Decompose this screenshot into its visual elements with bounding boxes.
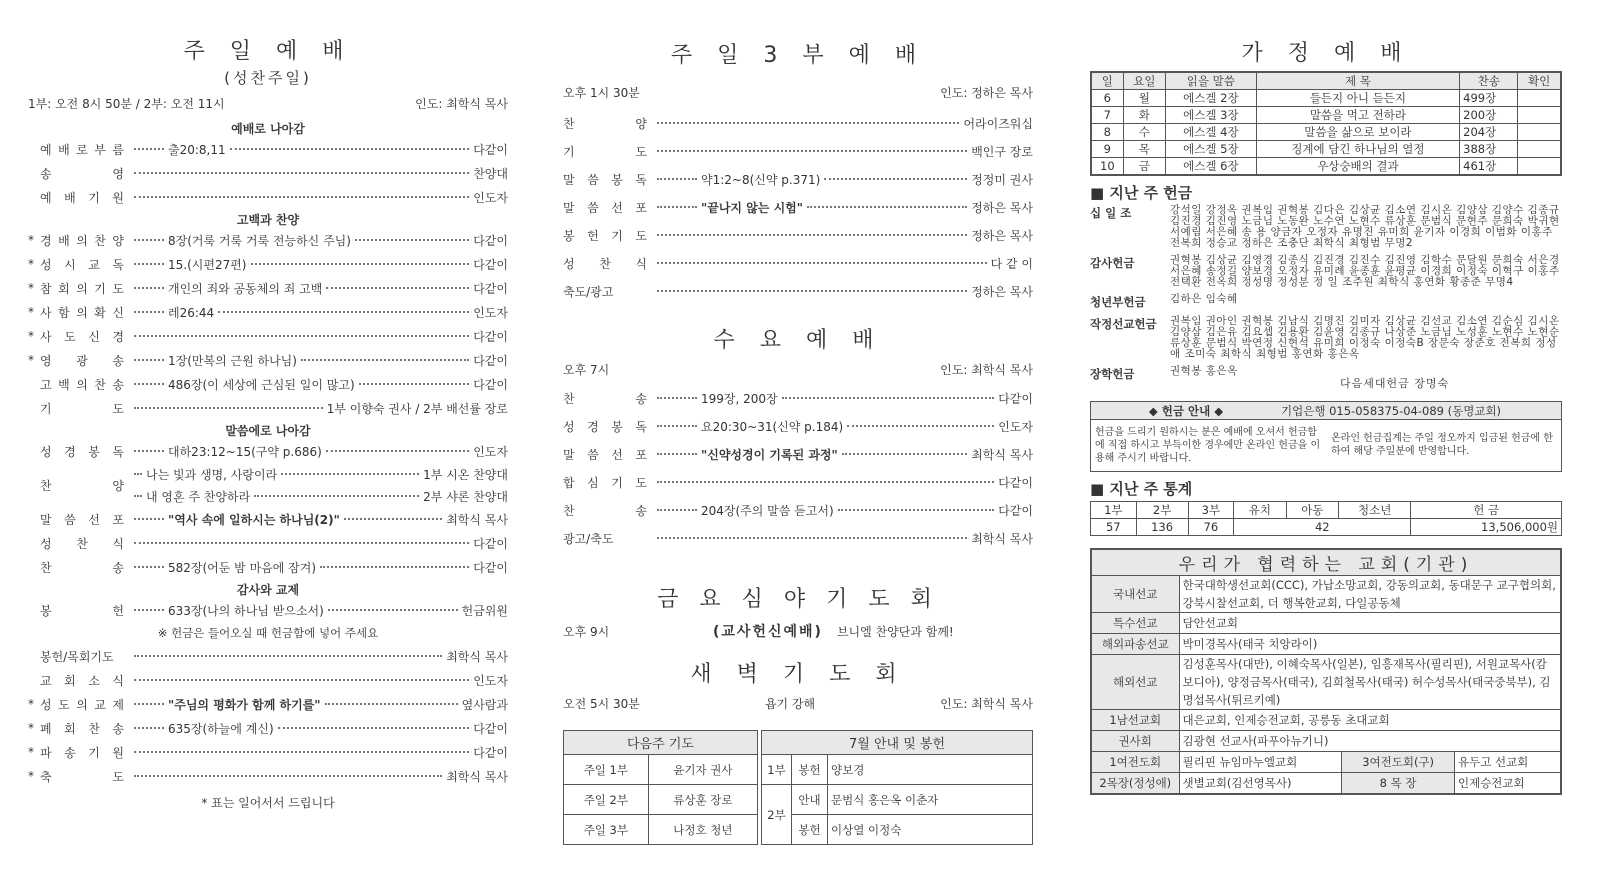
- order-list: [563, 109, 1033, 305]
- order-item: [28, 644, 508, 668]
- prayer-offering-tables: [563, 730, 1033, 845]
- order-list: [28, 507, 508, 579]
- item-label: 기 도: [563, 144, 647, 159]
- order-item: [563, 249, 1033, 277]
- partner-row: 국내선교 한국대학생선교회(CCC), 가납소망교회, 강동의교회, 동대문구 교구협의회, 강북시찰선교회, 더 행복한교회, 다일공동체: [1091, 576, 1561, 613]
- item-detail: 635장(하늘에 계신): [168, 721, 274, 736]
- item-label: 성 찬 식: [563, 256, 647, 271]
- order-item: * 참 회 의 기 도 개인의 죄와 공동체의 죄 고백 다같이: [28, 281, 508, 296]
- item-label: 기 도: [40, 401, 124, 416]
- item-person: 최학식 목사: [971, 531, 1033, 546]
- communion-subtitle: (성찬주일): [224, 69, 312, 87]
- friday-time: 오후 9시: [563, 624, 610, 639]
- order-item: * 파 송 기 원 다같이: [28, 745, 508, 760]
- order-item: [28, 598, 508, 622]
- offering-row: 장학헌금 권혁봉 홍은옥: [1090, 365, 1238, 381]
- item-label: 말 씀 선 포: [563, 447, 647, 462]
- item-label: 성 찬 식: [40, 536, 124, 551]
- item-label: 고 백 의 찬 송: [40, 377, 124, 392]
- wednesday-leader: 인도: 최학식 목사: [940, 362, 1033, 377]
- item-label: 성 경 봉 독: [563, 419, 647, 434]
- order-list: [28, 598, 508, 622]
- item-person: 인도자: [998, 419, 1033, 434]
- item-person: 찬양대: [473, 166, 508, 181]
- item-person: 1부 이향숙 권사 / 2부 배선률 장로: [326, 401, 508, 416]
- item-person: 인도자: [473, 444, 508, 459]
- home-worship-title: 가 정 예 배: [1241, 41, 1411, 66]
- order-item: [563, 193, 1033, 221]
- offering-row: 감사헌금 권혁봉 김상균 김영경 김종식 김진경 김진수 김진영 김학수 문달원 문희숙 서은경 서은혜 송정길 양보경 오정자 유미례 윤종훈 윤평균 이경희 이정숙 이혁구 이홍주 전택환 전옥희 정성명 정성분 정 일 조주원 최학식 홍연화 황종준 무명4: [1090, 254, 1560, 288]
- order-item: [28, 185, 508, 209]
- choir-row: 찬 양 나는 빛과 생명, 사랑이라 1부 시온 찬양대 내 영혼 주 찬양하라 2부 샤론 찬양대: [28, 463, 508, 507]
- guide-left-text: 헌금을 드리기 원하시는 분은 예배에 오셔서 헌금함에 직접 하시고 부득이한 경우에만 온라인 헌금을 이용해 주시기 바랍니다.: [1095, 427, 1321, 464]
- stats-table: 1부 2부 3부 유치 아동 청소년 헌 금 57 136 76 42 13,506,000원: [1090, 501, 1562, 536]
- third-service-leader: 인도: 정하은 목사: [940, 85, 1033, 100]
- stats-section-title: ■ 지난 주 통계: [1090, 480, 1193, 498]
- offering-guide-title: ◆ 헌금 안내 ◆: [1148, 403, 1224, 418]
- order-item: [563, 496, 1033, 524]
- item-person: 최학식 목사: [446, 512, 508, 527]
- order-item: [563, 524, 1033, 552]
- friday-note: 브니엘 찬양단과 함께!: [836, 624, 954, 639]
- order-item: * 영 광 송 1장(만복의 근원 하나님) 다같이: [28, 353, 508, 368]
- order-item: [28, 555, 508, 579]
- item-label: 성 도 의 교 제: [40, 697, 124, 712]
- bank-account: 기업은행 015-058375-04-089 (동명교회): [1281, 403, 1502, 418]
- guide-right-text: 온라인 헌금집계는 주일 정오까지 입금된 헌금에 한하여 해당 주일분에 반영합니다.: [1331, 433, 1553, 457]
- order-item: * 성 도 의 교 제 "주님의 평화가 함께 하기를" 옆사람과: [28, 697, 508, 712]
- third-service-title: 주 일 3 부 예 배: [670, 43, 926, 68]
- offering-note: ※ 헌금은 들어오실 때 헌금함에 넣어 주세요: [157, 626, 379, 640]
- item-label: 성 시 교 독: [40, 257, 124, 272]
- column-header: 확인: [1518, 72, 1561, 90]
- table-row: 8 수 에스겔 4장 말씀을 삶으로 보이라 204장: [1091, 124, 1561, 141]
- item-person: 정하은 목사: [971, 228, 1033, 243]
- order-list: [28, 439, 508, 463]
- friday-subtitle: (교사헌신예배): [713, 624, 823, 640]
- item-person: 백인구 장로: [971, 144, 1033, 159]
- item-person: 최학식 목사: [446, 649, 508, 664]
- item-detail: 486장(이 세상에 근심된 일이 많고): [168, 377, 355, 392]
- column-header: 요일: [1123, 72, 1165, 90]
- item-label: 봉헌/목회기도: [40, 649, 114, 664]
- item-person: 다같이: [473, 257, 508, 272]
- item-detail: 15.(시편27편): [168, 257, 247, 272]
- item-detail: 약1:2~8(신약 p.371): [701, 172, 821, 187]
- third-service-column: [563, 0, 1033, 845]
- item-person: 다같이: [998, 391, 1033, 406]
- choir-label: 찬 양: [40, 478, 124, 493]
- item-label: 성 경 봉 독: [40, 444, 124, 459]
- column-header: 일: [1091, 72, 1123, 90]
- item-label: 봉 헌: [40, 603, 124, 618]
- dawn-title: 새 벽 기 도 회: [690, 662, 906, 687]
- july-offering-table: 7월 안내 및 봉헌 1부 봉헌 양보경 2부 안내 문범식 홍은옥 이춘자 봉헌 이상열 이정숙: [761, 730, 1033, 845]
- item-label: 예 배 로 부 름: [40, 142, 124, 157]
- sunday-worship-column: [28, 0, 508, 811]
- partner-row: 해외파송선교 박미경목사(태국 치앙라이): [1091, 634, 1561, 655]
- item-person: 어라이즈워십: [963, 116, 1033, 131]
- item-person: 인도자: [473, 190, 508, 205]
- order-list: [28, 644, 508, 788]
- third-service-time: 오후 1시 30분: [563, 85, 640, 100]
- item-person: 인도자: [473, 305, 508, 320]
- item-detail: 204장(주의 말씀 듣고서): [701, 503, 834, 518]
- home-worship-column: [1090, 0, 1562, 795]
- item-label: 찬 송: [563, 391, 647, 406]
- item-label: 축도/광고: [563, 284, 614, 299]
- order-item: [28, 439, 508, 463]
- friday-title: 금 요 심 야 기 도 회: [657, 587, 939, 612]
- order-item: [28, 137, 508, 161]
- dawn-leader: 인도: 최학식 목사: [940, 696, 1033, 711]
- worship-time: 1부: 오전 8시 50분 / 2부: 오전 11시: [28, 96, 225, 111]
- offering-section-title: ■ 지난 주 헌금: [1090, 184, 1193, 202]
- section-heading: 말씀에로 나아감: [225, 424, 311, 438]
- item-detail: 8장(거룩 거룩 거룩 전능하신 주님): [168, 233, 351, 248]
- offering-row: 작정선교헌금 권복임 권아인 권혁봉 김남식 김명진 김미자 김상균 김선교 김소연 김순심 김시온 김양삼 김은유 김요셉 김용환 김윤영 김종규 나상준 노금님 노성훈 노현수 노현순 류상훈 문범식 박연정 신현석 유미희 이정숙 이정숙B 장문숙 장준호 전복희 정성애 조미숙 최학식 최형범 홍연화 홍은옥: [1090, 315, 1560, 360]
- item-label: 말 씀 봉 독: [563, 172, 647, 187]
- item-person: 다같이: [473, 353, 508, 368]
- partner-row: 권사회 김광현 선교사(파푸아뉴기니): [1091, 731, 1561, 752]
- order-list: [28, 228, 508, 420]
- item-person: 다같이: [473, 536, 508, 551]
- offering-guide-box: [1090, 401, 1562, 472]
- order-item: [28, 161, 508, 185]
- item-label: 송 영: [40, 166, 124, 181]
- section-heading: 예배로 나아감: [231, 122, 305, 136]
- order-item: * 사 도 신 경 다같이: [28, 329, 508, 344]
- dawn-topic: 욥기 강해: [764, 696, 816, 711]
- item-detail: 출20:8,11: [168, 142, 226, 157]
- order-item: * 사 함 의 확 신 레26:44 인도자: [28, 305, 508, 320]
- item-label: 찬 송: [563, 503, 647, 518]
- item-person: 다같이: [473, 560, 508, 575]
- item-label: 합 심 기 도: [563, 475, 647, 490]
- item-label: 경 배 의 찬 양: [40, 233, 124, 248]
- section-heading: 고백과 찬양: [236, 213, 300, 227]
- item-label: 파 송 기 원: [40, 745, 124, 760]
- sunday-worship-title: 주 일 예 배: [183, 39, 353, 64]
- order-item: [563, 137, 1033, 165]
- offering-row: 십 일 조 강석일 강정옥 권복임 권혁봉 김다은 김상균 김소연 김시온 김양삼 김양수 김종규 김진경 김진영 노금님 노동완 노수연 노현수 류상훈 문범식 문현주 문희숙 박귀현 서예림 서은혜 송 용 양금자 오정자 유명진 유미희 윤기자 이경희 이범화 이홍주 전복희 정승교 정하은 조충단 최학식 최형범 무명2: [1090, 204, 1560, 249]
- column-header: 제 목: [1256, 72, 1460, 90]
- partner-row: 해외선교 김성훈목사(대만), 이혜숙목사(일본), 임흥재목사(필리핀), 서원교목사(캄보디아), 양정금목사(태국), 김희철목사(태국) 허수성목사(태국중북부), 김명섭목사(튀르키예): [1091, 655, 1561, 710]
- offering-row: 청년부헌금 김하은 임숙혜: [1090, 293, 1238, 309]
- partner-row: 특수선교 담안선교회: [1091, 613, 1561, 634]
- item-detail: 582장(어둔 밤 마음에 잠겨): [168, 560, 317, 575]
- item-detail: "주님의 평화가 함께 하기를": [168, 697, 321, 712]
- item-detail: 1장(만복의 근원 하나님): [168, 353, 297, 368]
- order-item: * 경 배 의 찬 양 8장(거룩 거룩 거룩 전능하신 주님) 다같이: [28, 233, 508, 248]
- item-label: 교 회 소 식: [40, 673, 124, 688]
- table-row: 6 월 에스겔 2장 들든지 아니 듣든지 499장: [1091, 90, 1561, 107]
- item-label: 축 도: [40, 769, 124, 784]
- item-detail: 개인의 죄와 공동체의 죄 고백: [168, 281, 323, 296]
- item-label: 영 광 송: [40, 353, 124, 368]
- order-item: [28, 396, 508, 420]
- item-label: 봉 헌 기 도: [563, 228, 647, 243]
- item-person: 다같이: [473, 745, 508, 760]
- next-prayer-table: 다음주 기도 주일 1부 윤기자 권사 주일 2부 류상훈 장로 주일 3부 나정호 청년: [563, 730, 758, 845]
- item-person: 최학식 목사: [446, 769, 508, 784]
- item-label: 광고/축도: [563, 531, 614, 546]
- item-label: 말 씀 선 포: [563, 200, 647, 215]
- order-item: * 축 도 최학식 목사: [28, 769, 508, 784]
- item-detail: "끝나지 않는 시험": [701, 200, 804, 215]
- item-person: 정정미 권사: [971, 172, 1033, 187]
- order-item: [563, 468, 1033, 496]
- item-person: 인도자: [473, 673, 508, 688]
- partner-churches-table: 우리가 협력하는 교회(기관) 국내선교 한국대학생선교회(CCC), 가납소망교회, 강동의교회, 동대문구 교구협의회, 강북시찰선교회, 더 행복한교회, 다일공동체 특수선교 담안선교회 해외파송선교 박미경목사(태국 치앙라이) 해외선교 김성훈목사(대만), 이혜숙목사(일본), 임흥재목사(필리핀), 서원교목사(캄보디아), 양정금목사(태국), 김희철목사(태국) 허수성목사(태국중북부), 김명섭목사(튀르키예) 1남선교회 대은교회, 인제승전교회, 공릉동 초대교회 권사회 김광현 선교사(파푸아뉴기니) 1여전도회 필리핀 뉴임마누엘교회 3여전도회(구) 유두고 선교회 2목장(정성애) 샛별교회(김선영목사) 8 목 장 인제승전교회: [1090, 548, 1562, 795]
- item-person: 다같이: [473, 142, 508, 157]
- section-heading: 감사와 교제: [236, 583, 300, 597]
- item-person: 정하은 목사: [971, 200, 1033, 215]
- item-detail: 633장(나의 하나님 받으소서): [168, 603, 324, 618]
- table-row: 10 금 에스겔 6장 우상숭배의 결과 461장: [1091, 158, 1561, 176]
- item-person: 다같이: [473, 329, 508, 344]
- item-detail: 레26:44: [168, 305, 215, 320]
- order-item: [28, 372, 508, 396]
- item-label: 사 도 신 경: [40, 329, 124, 344]
- item-person: 다같이: [473, 281, 508, 296]
- order-item: [563, 277, 1033, 305]
- item-person: 최학식 목사: [971, 447, 1033, 462]
- item-detail: "신약성경이 기록된 과정": [701, 447, 838, 462]
- next-gen-offering: 다음세대헌금 장명숙: [1340, 377, 1450, 390]
- item-person: 다 같 이: [990, 256, 1033, 271]
- order-item: * 폐 회 찬 송 635장(하늘에 계신) 다같이: [28, 721, 508, 736]
- item-detail: 대하23:12~15(구약 p.686): [168, 444, 322, 459]
- order-item: [563, 440, 1033, 468]
- item-detail: 요20:30~31(신약 p.184): [701, 419, 844, 434]
- item-person: 옆사람과: [461, 697, 508, 712]
- partner-row: 1남선교회 대은교회, 인제승전교회, 공릉동 초대교회: [1091, 710, 1561, 731]
- item-label: 폐 회 찬 송: [40, 721, 124, 736]
- worship-leader: 인도: 최학식 목사: [415, 96, 508, 111]
- item-label: 사 함 의 확 신: [40, 305, 124, 320]
- item-label: 찬 송: [40, 560, 124, 575]
- order-item: [28, 531, 508, 555]
- item-detail: 199장, 200장: [701, 391, 778, 406]
- table-row: 7 화 에스겔 3장 말씀을 먹고 전하라 200장: [1091, 107, 1561, 124]
- item-label: 예 배 기 원: [40, 190, 124, 205]
- order-item: [563, 109, 1033, 137]
- wednesday-time: 오후 7시: [563, 362, 610, 377]
- order-item: [563, 221, 1033, 249]
- order-item: [563, 412, 1033, 440]
- order-list: [28, 137, 508, 209]
- offering-list: [1090, 205, 1562, 382]
- home-worship-table: [1090, 71, 1562, 176]
- wednesday-title: 수 요 예 배: [713, 328, 883, 353]
- table-row: 9 목 에스겔 5장 징계에 담긴 하나님의 열정 388장: [1091, 141, 1561, 158]
- item-label: 찬 양: [563, 116, 647, 131]
- item-person: 정하은 목사: [971, 284, 1033, 299]
- item-person: 다같이: [473, 377, 508, 392]
- item-detail: "역사 속에 일하시는 하나님(2)": [168, 512, 340, 527]
- order-item: [563, 384, 1033, 412]
- item-person: 다같이: [473, 721, 508, 736]
- order-item: [28, 507, 508, 531]
- item-label: 참 회 의 기 도: [40, 281, 124, 296]
- standing-footnote: * 표는 일어서서 드립니다: [201, 796, 335, 810]
- column-header: 찬송: [1460, 72, 1518, 90]
- order-item: [563, 165, 1033, 193]
- column-header: 읽을 말씀: [1166, 72, 1257, 90]
- item-label: 말 씀 선 포: [40, 512, 124, 527]
- item-person: 다같이: [473, 233, 508, 248]
- order-item: [28, 668, 508, 692]
- order-list: [563, 384, 1033, 552]
- dawn-time: 오전 5시 30분: [563, 696, 640, 711]
- item-person: 헌금위원: [461, 603, 508, 618]
- order-item: * 성 시 교 독 15.(시편27편) 다같이: [28, 257, 508, 272]
- item-person: 다같이: [998, 475, 1033, 490]
- item-person: 다같이: [998, 503, 1033, 518]
